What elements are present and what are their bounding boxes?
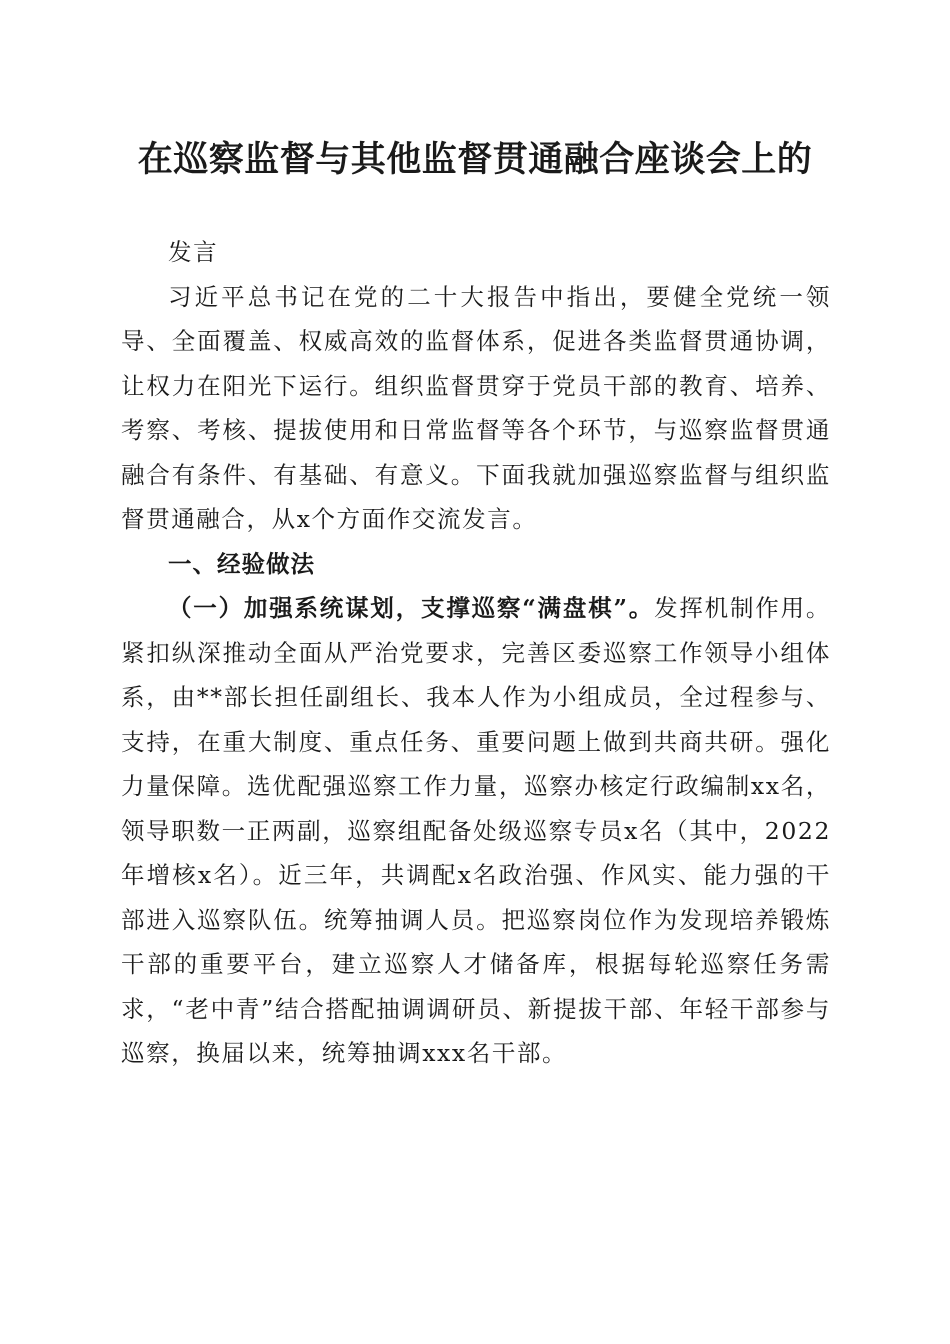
document-body bbox=[121, 230, 831, 1076]
subsection-lead: （一）加强系统谋划，支撑巡察“满盘棋”。 bbox=[168, 594, 655, 622]
intro-paragraph: 习近平总书记在党的二十大报告中指出，要健全党统一领导、全面覆盖、权威高效的监督体系，促进各类监督贯通协调，让权力在阳光下运行。组织监督贯穿于党员干部的教育、培养、考察、考核、提拔使用和日常监督等各个环节，与巡察监督贯通融合有条件、有基础、有意义。下面我就加强巡察监督与组织监督贯通融合，从x个方面作交流发言。 bbox=[121, 282, 831, 533]
subsection-paragraph bbox=[121, 586, 831, 1076]
document-title: 在巡察监督与其他监督贯通融合座谈会上的 bbox=[137, 139, 813, 180]
subtitle-line: 发言 bbox=[168, 238, 219, 266]
section-heading: 一、经验做法 bbox=[168, 549, 315, 578]
subsection-body: 发挥机制作用。紧扣纵深推动全面从严治党要求，完善区委巡察工作领导小组体系，由**部长担任副组长、我本人作为小组成员，全过程参与、支持，在重大制度、重点任务、重要问题上做到共商共研。强化力量保障。选优配强巡察工作力量，巡察办核定行政编制xx名，领导职数一正两副，巡察组配备处级巡察专员x名（其中，2022年增核x名）。近三年，共调配x名政治强、作风实、能力强的干部进入巡察队伍。统筹抽调人员。把巡察岗位作为发现培养锻炼干部的重要平台，建立巡察人才储备库，根据每轮巡察任务需求，“老中青”结合搭配抽调调研员、新提拔干部、年轻干部参与巡察，换届以来，统筹抽调xxx名干部。 bbox=[121, 594, 831, 1067]
